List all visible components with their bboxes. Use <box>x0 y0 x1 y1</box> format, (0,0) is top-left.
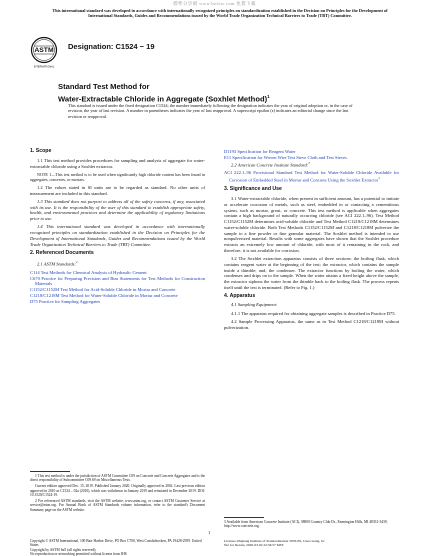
footnote-divider <box>30 471 70 472</box>
para-2-1: 2.1 ASTM Standards:$^2$ <box>37 260 78 267</box>
license-block <box>224 539 399 547</box>
copyright-line-3: No reproduction or networking permitted without license from IHS <box>30 551 127 556</box>
ref-e11[interactable]: E11 Specification for Woven Wire Test Sieve Cloth and Test Sieves <box>224 154 347 160</box>
title-line-1: Standard Test Method for <box>58 82 150 91</box>
astm-logo <box>30 36 58 70</box>
page-number: 1 <box>208 530 211 535</box>
designation: Designation: C1524 − 19 <box>68 42 155 51</box>
para-4-2: 4.2 Sample Processing Apparatus, the same as in Test Method C1218/C1218M without pulverization. <box>224 318 399 330</box>
astm-logo-icon <box>30 36 58 70</box>
footnote-1b: Current edition approved Dec. 15, 2019. Published January 2020. Originally approved in 2002. Last previous edition approved in 2010 as C1524 – 02a (2010), which was withdrawn in January 2019 and reinstated in December 2019. DOI: 10.1520/C1524-19. <box>30 484 205 498</box>
ref-d1193[interactable]: D1193 Specification for Reagent Water <box>224 149 296 154</box>
para-4-1: 4.1 Sampling Equipment: <box>231 302 278 308</box>
copyright-block <box>30 539 210 556</box>
ref-c1152[interactable]: C1152/C1152M Test Method for Acid-Soluble Chloride in Mortar and Concrete <box>30 287 176 293</box>
left-column <box>30 149 205 304</box>
copyright-line-2: Copyright by ASTM Int'l (all rights reserved); <box>30 547 97 552</box>
watermark: 標準分享網 www.bzfxw.com 免費下載 <box>173 1 256 6</box>
section-3-heading: 3. Significance and Use <box>224 186 282 193</box>
section-2-heading: 2. Referenced Documents <box>30 250 94 257</box>
para-3-1: 3.1 Water-extractable chloride, when present in sufficient amount, has a potential to initiate or accelerate corrosion of metals, such as steel, embedded in or contacting a cementitious system, such as mortar, grout, or concrete. This test method is applicable when aggregates contain a high background of naturally occurring chloride (see ACI 222.1–96). Test Method C1152/C1152M determines acid-soluble chloride and Test Method C1218/C1218M determines water-soluble chloride. Both Test Methods C1152/C1152M and C1218/C1218M pulverize the sample to a fine powder or fine granular material. The Soxhlet method is intended to use nonpulverized material. Results with some aggregates have shown that the Soxhlet procedure extracts an extremely low amount of chloride, with most of it remaining in the rock, and therefore, it is not available for corrosion. <box>224 196 399 253</box>
footnote-1: 1 This test method is under the jurisdiction of ASTM Committee C09 on Concrete and Concrete Aggregates and is the direct responsibility of Subcommittee C09.69 on Miscellaneous Tests. <box>30 474 205 483</box>
license-line-2: Not for Resale, 2020-03-02 22:34:57 MST <box>224 543 284 548</box>
svg-text:ASTM: ASTM <box>34 47 54 55</box>
document-title <box>58 82 378 104</box>
footnote-3: 3 Available from American Concrete Institute (ACI), 38800 Country Club Dr., Farmington Hills, MI 48331-3439, http://www.concrete.org. <box>224 520 388 529</box>
para-1-1: 1.1 This test method provides procedures for sampling and analysis of aggregate for water-extractable chloride using a Soxhlet extractor. <box>30 157 205 169</box>
right-column <box>224 149 399 333</box>
ref-c114[interactable]: C114 Test Methods for Chemical Analysis of Hydraulic Cement <box>30 269 147 275</box>
section-1-heading: 1. Scope <box>30 148 52 154</box>
footnote-divider-right <box>224 517 264 518</box>
para-1-4: 1.4 This international standard was developed in accordance with internationally recognized principles on standardization established in the Decision on Principles for the Development of International Standards, Guides and Recommendations issued by the World Trade Organization Technical Barriers to Trade (TBT) Committee. <box>30 224 205 247</box>
para-2-2: 2.2 American Concrete Institute Standard:$^3$ <box>231 160 310 168</box>
license-line-1: License=Zhejiang Institute of Standardization 5976181, User=wang, lw <box>224 539 325 543</box>
ref-c670[interactable]: C670 Practice for Preparing Precision and Bias Statements for Test Methods for Construction Materials <box>30 275 205 287</box>
issuance-note: This standard is issued under the fixed designation C1524; the number immediately following the designation indicates the year of original adoption or, in the case of revision, the year of last revision. A number in parentheses indicates the year of last reapproval. A superscript epsilon (ε) indicates an editorial change since the last revision or reapproval. <box>68 103 353 119</box>
ref-c1218[interactable]: C1218/C1218M Test Method for Water-Soluble Chloride in Mortar and Concrete <box>30 292 178 298</box>
ref-aci-222[interactable]: ACI 222.1–96 Provisional Standard Test Method for Water-Soluble Chloride Available for Corrosion of Embedded Steel in Mortar and Concrete Using the Soxhlet Extractor$^3$ <box>224 170 399 183</box>
para-1-3: 1.3 This standard does not purport to address all of the safety concerns, if any, associated with its use. It is the responsibility of the user of this standard to establish appropriate safety, health, and environmental practices and determine the applicability of regulatory limitations prior to use. <box>30 198 205 221</box>
copyright-line-1: Copyright © ASTM International, 100 Barr Harbor Drive, PO Box C700, West Conshohocken, PA 19428-2959. United States <box>30 539 202 548</box>
title-line-2: Water-Extractable Chloride in Aggregate (Soxhlet Method)$^1$ <box>58 93 270 104</box>
svg-text:INTERNATIONAL: INTERNATIONAL <box>33 65 55 69</box>
section-4-heading: 4. Apparatus <box>224 292 256 299</box>
para-1-2: 1.2 The values stated in SI units are to be regarded as standard. No other units of measurement are included in this standard. <box>30 184 205 196</box>
footnotes-left <box>30 474 205 514</box>
para-4-1-1: 4.1.1 The apparatus required for obtaining aggregate samples is described in Practice D75. <box>231 310 396 316</box>
note-1: NOTE 1—This test method is to be used when significantly high chloride content has been found in aggregates, concretes, or mortars. <box>30 171 205 182</box>
top-notice: This international standard was developed in accordance with internationally recognized principles on standardization established in the Decision on Principles for the Development of International Standards, Guides and Recommendations issued by the World Trade Organization Technical Barriers to Trade (TBT) Committee. <box>52 8 388 19</box>
ref-d75[interactable]: D75 Practice for Sampling Aggregates <box>30 298 101 304</box>
para-3-2: 3.2 The Soxhlet extraction apparatus consists of three sections: the boiling flask, which contains reagent water at the beginning of the test; the extractor, which contains the sample inside a thimble; and, the condenser. The extractor functions by boiling the water, which condenses and drips on to the sample. When the water attains a fixed height above the sample, the extractor siphons the water from the thimble back to the boiling flask. The process repeats itself until the test is terminated. (Refer to Fig. 1.) <box>224 256 399 290</box>
footnote-2: 2 For referenced ASTM standards, visit the ASTM website, www.astm.org, or contact ASTM Customer Service at service@astm.org. For Annual Book of ASTM Standards volume information, refer to the standard's Document Summary page on the ASTM website. <box>30 499 205 512</box>
